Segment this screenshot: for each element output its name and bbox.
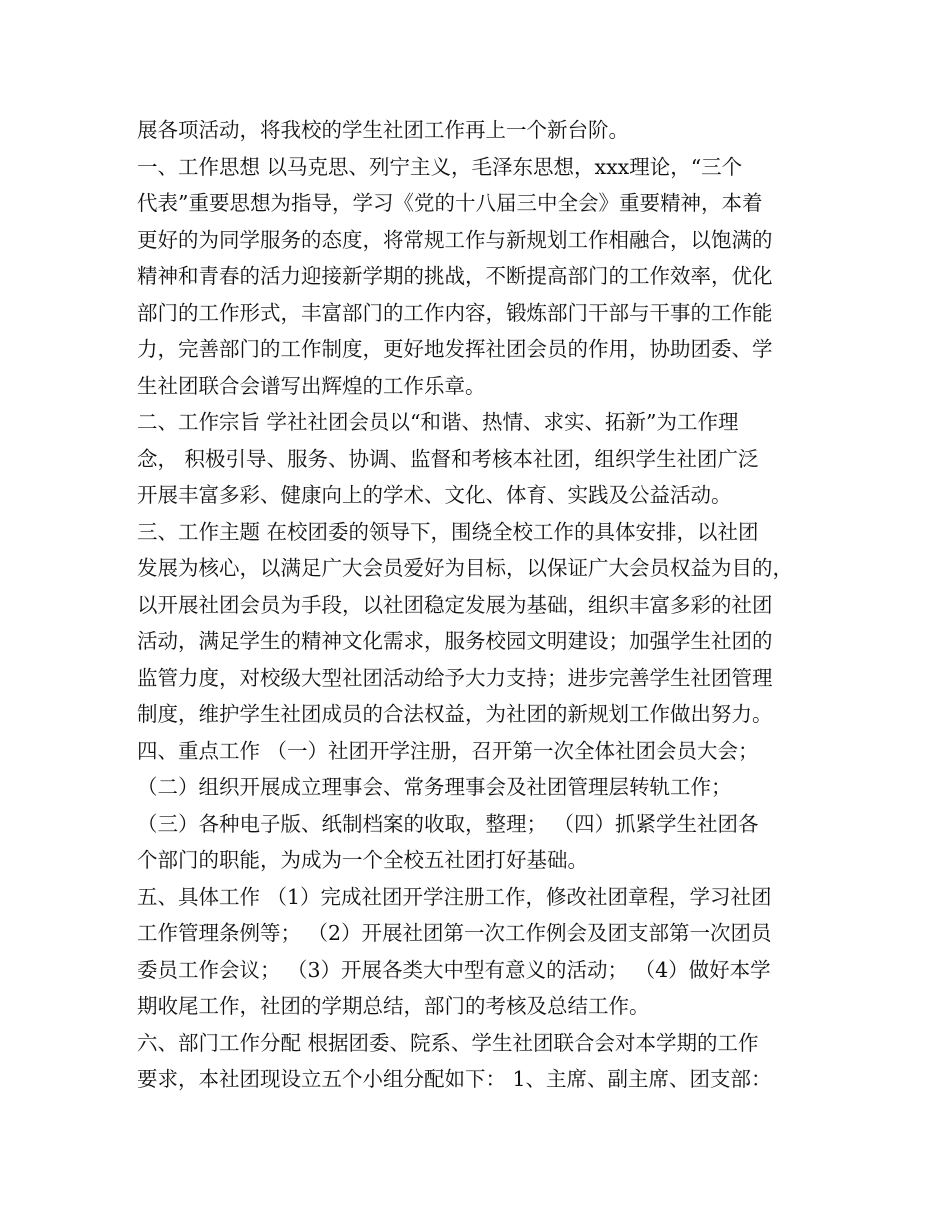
text-line: 工作管理条例等； （2）开展社团第一次工作例会及团支部第一次团员: [137, 921, 772, 945]
text-line: 以开展社团会员为手段，以社团稳定发展为基础，组织丰富多彩的社团: [137, 592, 773, 617]
text-line: （三）各种电子版、纸制档案的收取，整理； （四）抓紧学生社团各: [137, 811, 759, 836]
text-line: 期收尾工作，社团的学期总结，部门的考核及总结工作。: [137, 994, 650, 1018]
text-line: 一、工作思想 以马克思、列宁主义，毛泽东思想，xxx理论，“三个: [137, 154, 743, 179]
body-text: [137, 112, 827, 1098]
text-line: 部门的工作形式，丰富部门的工作内容，锻炼部门干部与干事的工作能: [137, 300, 773, 325]
text-line: 个部门的职能，为成为一个全校五社团打好基础。: [137, 848, 588, 872]
text-line: 发展为核心，以满足广大会员爱好为目标，以保证广大会员权益为目的，: [137, 556, 793, 580]
text-line: 念， 积极引导、服务、协调、监督和考核本社团，组织学生社团广泛: [137, 446, 759, 471]
text-line: 四、重点工作 （一）社团开学注册，召开第一次全体社团会员大会；: [137, 738, 759, 763]
text-line: 更好的为同学服务的态度，将常规工作与新规划工作相融合，以饱满的: [137, 227, 773, 252]
text-line: 六、部门工作分配 根据团委、院系、学生社团联合会对本学期的工作: [137, 1030, 759, 1055]
text-line: 开展丰富多彩、健康向上的学术、文化、体育、实践及公益活动。: [137, 483, 732, 507]
text-line: 力，完善部门的工作制度，更好地发挥社团会员的作用，协助团委、学: [137, 337, 773, 361]
text-line: 五、具体工作 （1）完成社团开学注册工作，修改社团章程，学习社团: [137, 884, 772, 909]
text-line: （二）组织开展成立理事会、常务理事会及社团管理层转轨工作；: [137, 775, 732, 799]
text-line: 委员工作会议； （3）开展各类大中型有意义的活动； （4）做好本学: [137, 957, 771, 982]
text-line: 精神和青春的活力迎接新学期的挑战，不断提高部门的工作效率，优化: [137, 264, 773, 288]
text-line: 制度，维护学生社团成员的合法权益，为社团的新规划工作做出努力。: [137, 702, 773, 726]
text-line: 要求，本社团现设立五个小组分配如下： 1、主席、副主席、团支部：: [137, 1067, 772, 1091]
text-line: 三、工作主题 在校团委的领导下，围绕全校工作的具体安排，以社团: [137, 519, 759, 544]
text-line: 二、工作宗旨 学社社团会员以“和谐、热情、求实、拓新”为工作理: [137, 410, 739, 434]
text-line: 展各项活动，将我校的学生社团工作再上一个新台阶。: [137, 118, 629, 142]
text-line: 监管力度，对校级大型社团活动给予大力支持；进步完善学生社团管理: [137, 665, 773, 690]
text-line: 活动，满足学生的精神文化需求，服务校园文明建设；加强学生社团的: [137, 629, 773, 653]
text-line: 代表”重要思想为指导，学习《党的十八届三中全会》重要精神，本着: [137, 191, 763, 215]
text-line: 生社团联合会谱写出辉煌的工作乐章。: [137, 373, 486, 398]
